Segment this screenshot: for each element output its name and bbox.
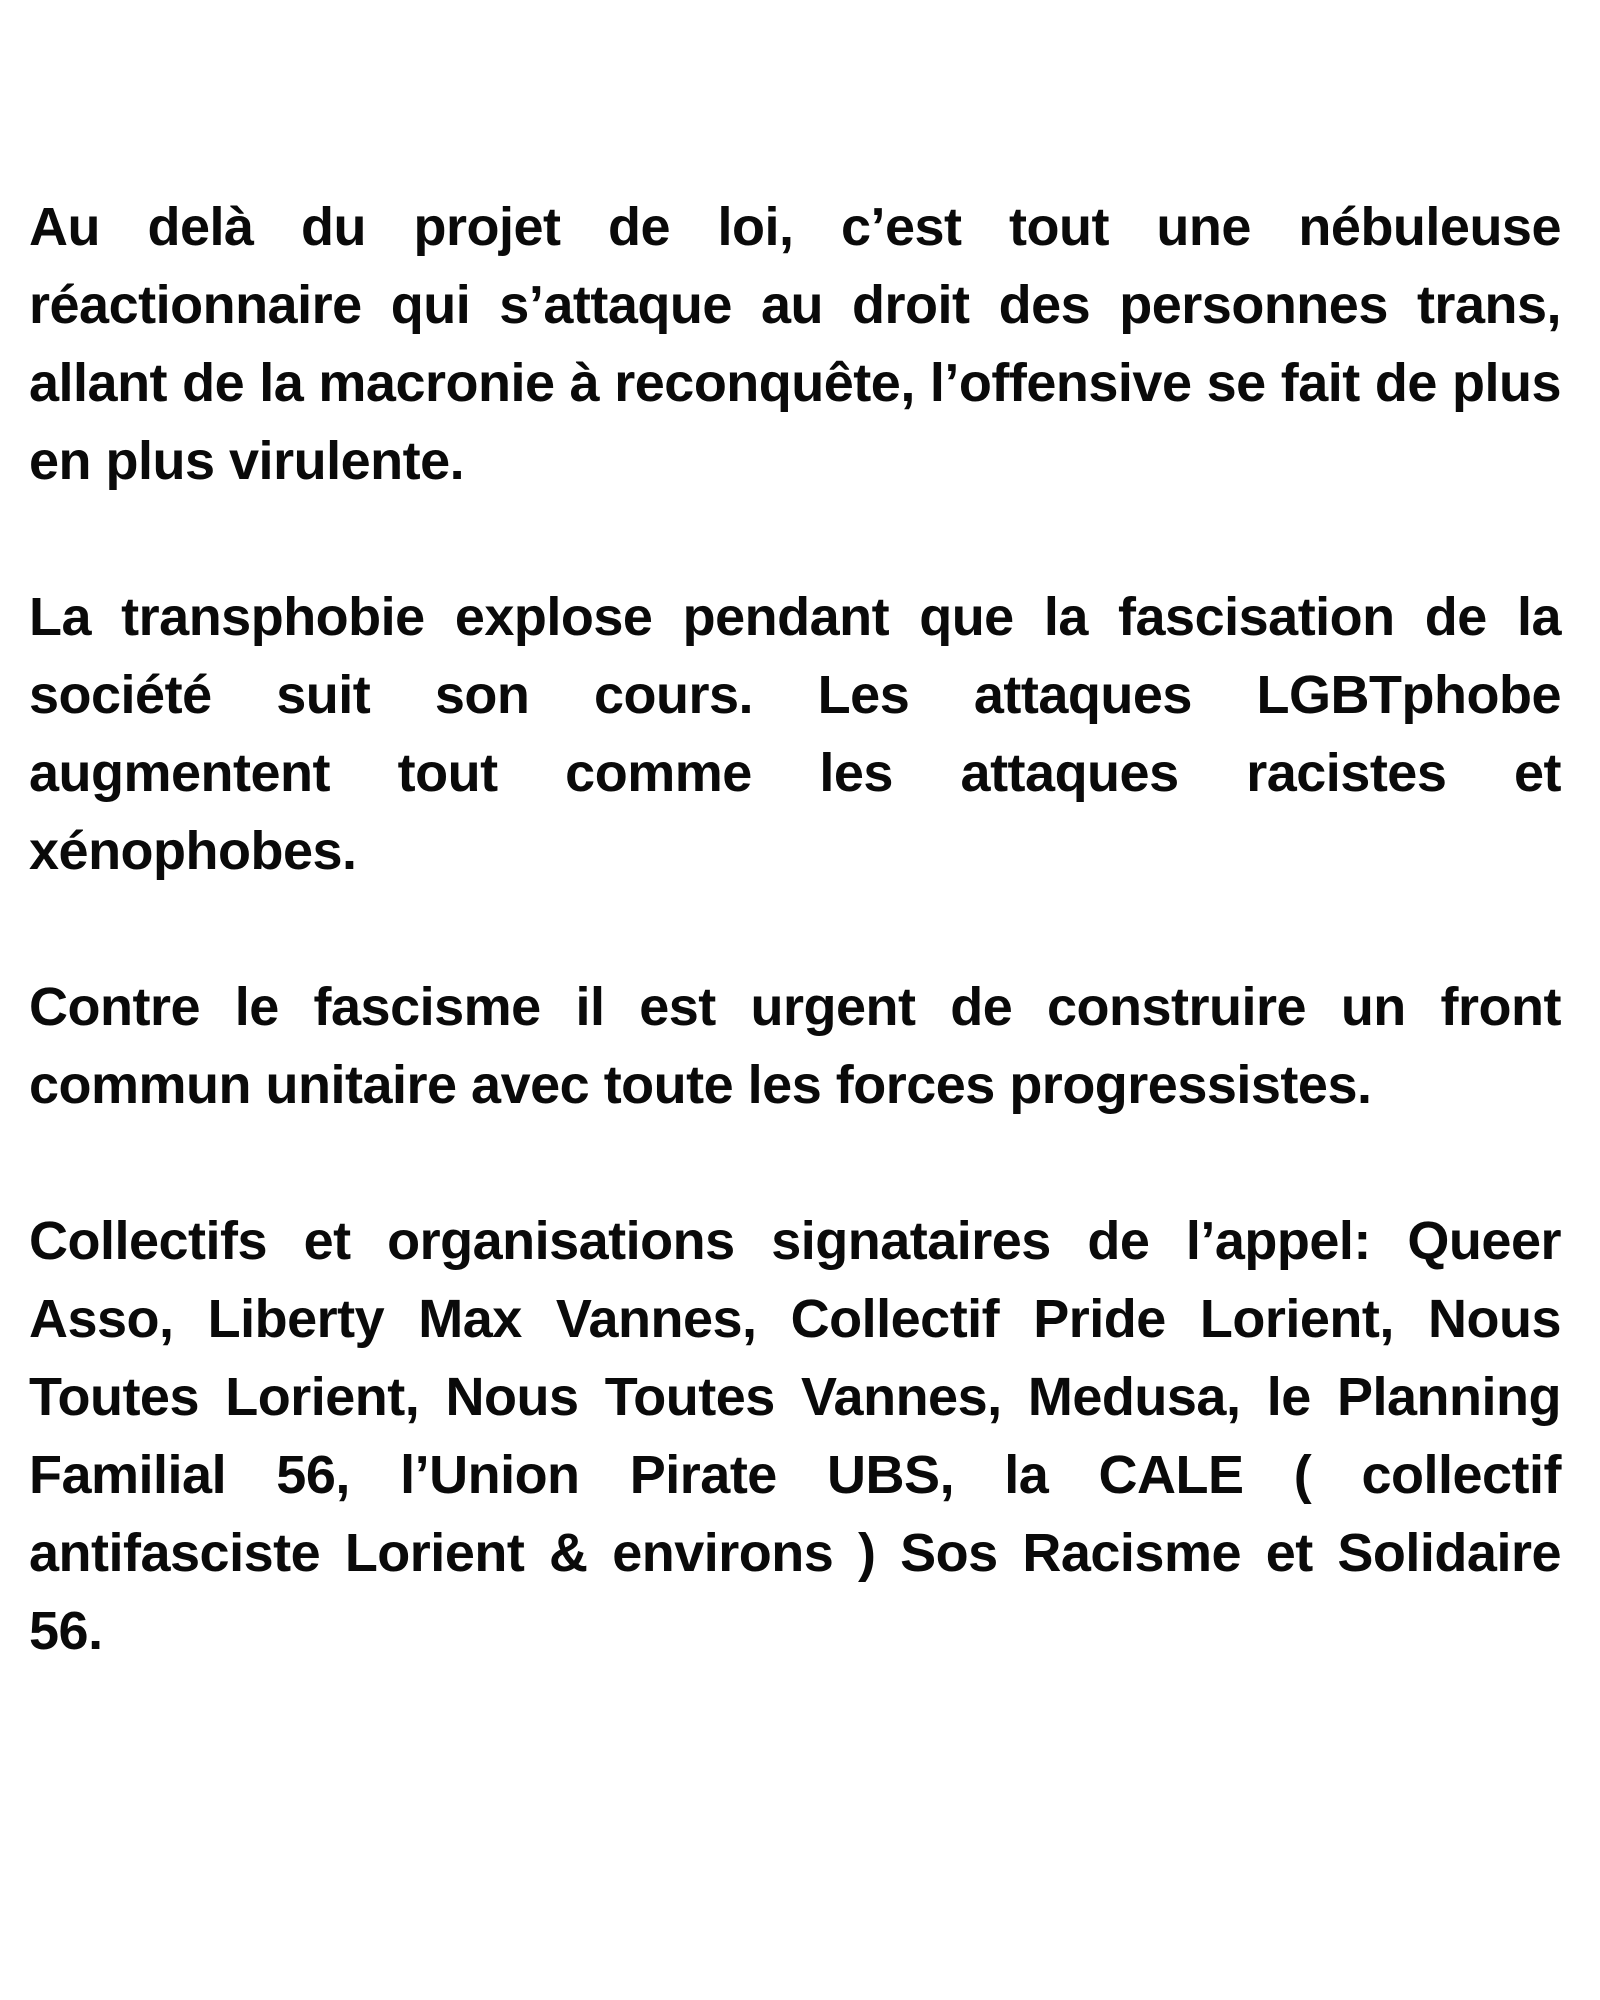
paragraph-antifascism: Contre le fascisme il est urgent de construire un front commun unitaire avec toute les forces progressistes. [29,977,1561,1115]
paragraph-intro: Au delà du projet de loi, c’est tout une nébuleuse réactionnaire qui s’attaque au droit des personnes trans, allant de la macronie à reconquête, l’offensive se fait de plus en plus virulente. [29,197,1561,491]
paragraph-transphobia: La transphobie explose pendant que la fascisation de la société suit son cours. Les attaques LGBTphobe augmentent tout comme les attaques racistes et xénophobes. [29,587,1561,881]
document-body [29,188,1561,1670]
paragraph-signatories: Collectifs et organisations signataires de l’appel: Queer Asso, Liberty Max Vannes, Collectif Pride Lorient, Nous Toutes Lorient, Nous Toutes Vannes, Medusa, le Planning Familial 56, l’Union Pirate UBS, la CALE ( collectif antifasciste Lorient & environs ) Sos Racisme et Solidaire 56. [29,1211,1561,1661]
